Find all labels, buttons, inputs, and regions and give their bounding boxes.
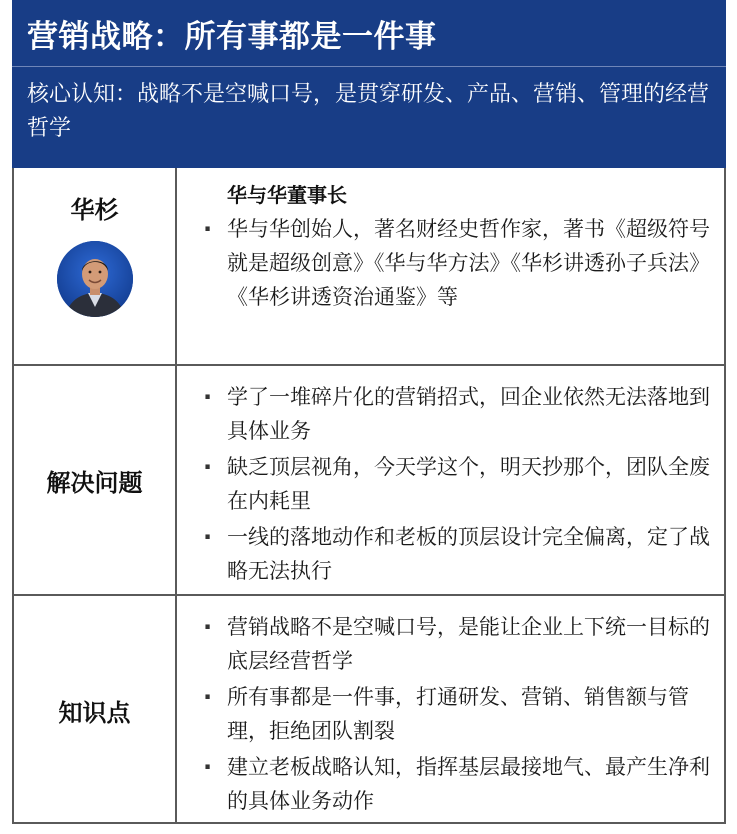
list-item: · 一线的落地动作和老板的顶层设计完全偏离，定了战略无法执行 [197, 520, 710, 588]
row-content-cell [177, 366, 724, 594]
list-item: · 学了一堆碎片化的营销招式，回企业依然无法落地到具体业务 [197, 380, 710, 448]
bullet-list [197, 610, 710, 818]
table-row-knowledge [14, 594, 724, 824]
speaker-title: 华与华董事长 [227, 183, 347, 207]
row-label: 知识点 [58, 698, 131, 727]
row-label-cell [14, 168, 177, 364]
info-table [12, 168, 726, 824]
list-item: · 建立老板战略认知，指挥基层最接地气、最产生净利的具体业务动作 [197, 750, 710, 818]
bullet-list [197, 212, 710, 314]
speaker-name: 华杉 [70, 196, 119, 224]
list-item: · 营销战略不是空喊口号，是能让企业上下统一目标的底层经营哲学 [197, 610, 710, 678]
page-title: 营销战略：所有事都是一件事 [27, 19, 437, 55]
header-divider [12, 66, 726, 67]
list-item: · 所有事都是一件事，打通研发、营销、销售额与管理，拒绝团队割裂 [197, 680, 710, 748]
table-row-speaker [14, 168, 724, 364]
row-label-cell [14, 596, 177, 824]
row-label-cell [14, 366, 177, 594]
card-header [12, 0, 726, 168]
avatar [57, 241, 133, 317]
bullet-list [197, 380, 710, 588]
row-content-cell [177, 168, 724, 364]
avatar-photo [57, 241, 133, 317]
table-row-problems [14, 364, 724, 594]
row-label: 解决问题 [46, 468, 143, 497]
list-item: · 缺乏顶层视角，今天学这个，明天抄那个，团队全废在内耗里 [197, 450, 710, 518]
row-content-cell [177, 596, 724, 824]
list-item: · 华与华创始人，著名财经史哲作家，著书《超级符号就是超级创意》《华与华方法》《华杉讲透孙子兵法》《华杉讲透资治通鉴》等 [197, 212, 710, 314]
page-subtitle: 核心认知：战略不是空喊口号，是贯穿研发、产品、营销、管理的经营哲学 [27, 82, 710, 141]
